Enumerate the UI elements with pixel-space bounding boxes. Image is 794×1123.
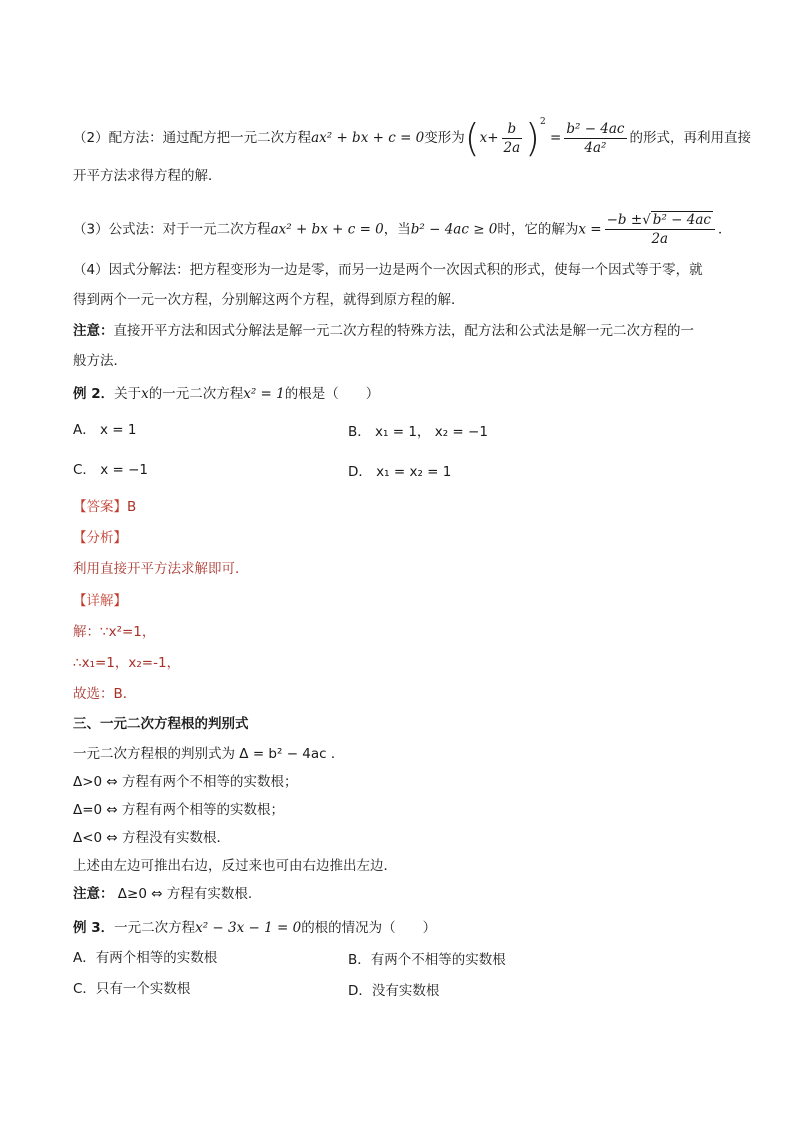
note1-label: 注意： — [73, 323, 114, 339]
method2-suffix: 的形式，再利用直接 — [629, 130, 751, 146]
case-negative: Δ<0 ⇔ 方程没有实数根． — [73, 830, 231, 846]
answer-row — [73, 497, 136, 517]
analysis-tag: 【分析】 — [73, 530, 127, 546]
method4-line1: （4）因式分解法：把方程变形为一边是零，而另一边是两个一次因式积的形式，使每一个因式等于零，就 — [73, 262, 703, 278]
detail-line1: 解：∵x²=1， — [73, 624, 156, 640]
answer-tag: 【答案】 — [73, 499, 127, 515]
detail-line2: ∴x₁=1，x₂=-1， — [73, 655, 181, 671]
example3-equation: x² − 3x − 1 = 0 — [195, 920, 302, 936]
example3-option-c: C．只有一个实数根 — [73, 981, 191, 997]
method3-line: （3）公式法：对于一元二次方程ax² + bx + c = 0，当b² − 4ac ≥ 0时，它的解为x = $\frac{\text{−b ±√ b² − 4ac}}{2a}$ ． — [73, 212, 732, 247]
note1-line1: 注意：直接开平方法和因式分解法是解一元二次方程的特殊方法，配方法和公式法是解一元二次方程的一 — [73, 323, 694, 339]
detail-tag: 【详解】 — [73, 593, 127, 609]
method2-fraction-b: $\frac{b}{2a}$ — [503, 120, 521, 156]
method2-line2: 开平方法求得方程的解． — [73, 168, 222, 184]
example2-label: 例 2． — [73, 386, 115, 402]
note1-line2: 般方法． — [73, 353, 127, 369]
case-zero: Δ=0 ⇔ 方程有两个相等的实数根； — [73, 802, 285, 818]
example3-question: 例 3．一元二次方程x² − 3x − 1 = 0的根的情况为（ ） — [73, 920, 437, 936]
detail-line3: 故选：B． — [73, 686, 137, 702]
section3-heading: 三、一元二次方程根的判别式 — [73, 716, 249, 732]
case-positive: Δ>0 ⇔ 方程有两个不相等的实数根； — [73, 774, 298, 790]
quadratic-formula-fraction: $\frac{\text{−b ±√ b² − 4ac}}{2a}$ — [605, 212, 715, 247]
method3-condition: b² − 4ac ≥ 0 — [410, 221, 498, 238]
example2-question: 例 2．关于x的一元二次方程x² = 1的根是（ ） — [73, 386, 380, 402]
example2-option-c: C． x = −1 — [73, 462, 149, 478]
example3-label: 例 3． — [73, 920, 115, 936]
method2-fraction-rhs: $\frac{\text{b² − 4ac}}{\text{4a²}}$ — [566, 120, 625, 156]
example3-option-b: B．有两个不相等的实数根 — [348, 952, 506, 968]
method2-line1: （2）配方法：通过配方把一元二次方程ax² + bx + c = 0变形为(x+ $\frac{b}{2a}$ )$^2$ = $\frac{\text{b² − 4ac}}{\text{4a²}}$ 的形式，再利用直接 — [73, 116, 751, 160]
method2-mid: 变形为 — [424, 130, 465, 146]
method2-prefix: （2）配方法：通过配方把一元二次方程 — [73, 130, 312, 146]
analysis-text: 利用直接开平方法求解即可． — [73, 561, 249, 577]
discriminant-definition: 一元二次方程根的判别式为 Δ = b² − 4ac ． — [73, 746, 345, 762]
example2-option-b: B． x₁ = 1， x₂ = −1 — [348, 424, 488, 440]
section3-note-label: 注意： — [73, 886, 114, 902]
example3-option-d: D．没有实数根 — [348, 983, 440, 999]
method4-line2: 得到两个一元一次方程，分别解这两个方程，就得到原方程的解． — [73, 292, 465, 308]
method2-equation: ax² + bx + c = 0 — [311, 130, 425, 146]
example2-equation: x² = 1 — [243, 386, 285, 402]
section3-remark: 上述由左边可推出右边，反过来也可由右边推出左边． — [73, 858, 397, 874]
method3-equation: ax² + bx + c = 0 — [270, 221, 384, 238]
example2-option-d: D． x₁ = x₂ = 1 — [348, 464, 452, 480]
method3-prefix: （3）公式法：对于一元二次方程 — [73, 221, 271, 238]
section3-note: 注意： Δ≥0 ⇔ 方程有实数根. — [73, 886, 253, 902]
answer-value: B — [127, 499, 137, 515]
example2-option-a: A． x = 1 — [73, 422, 137, 438]
example3-option-a: A．有两个相等的实数根 — [73, 950, 218, 966]
